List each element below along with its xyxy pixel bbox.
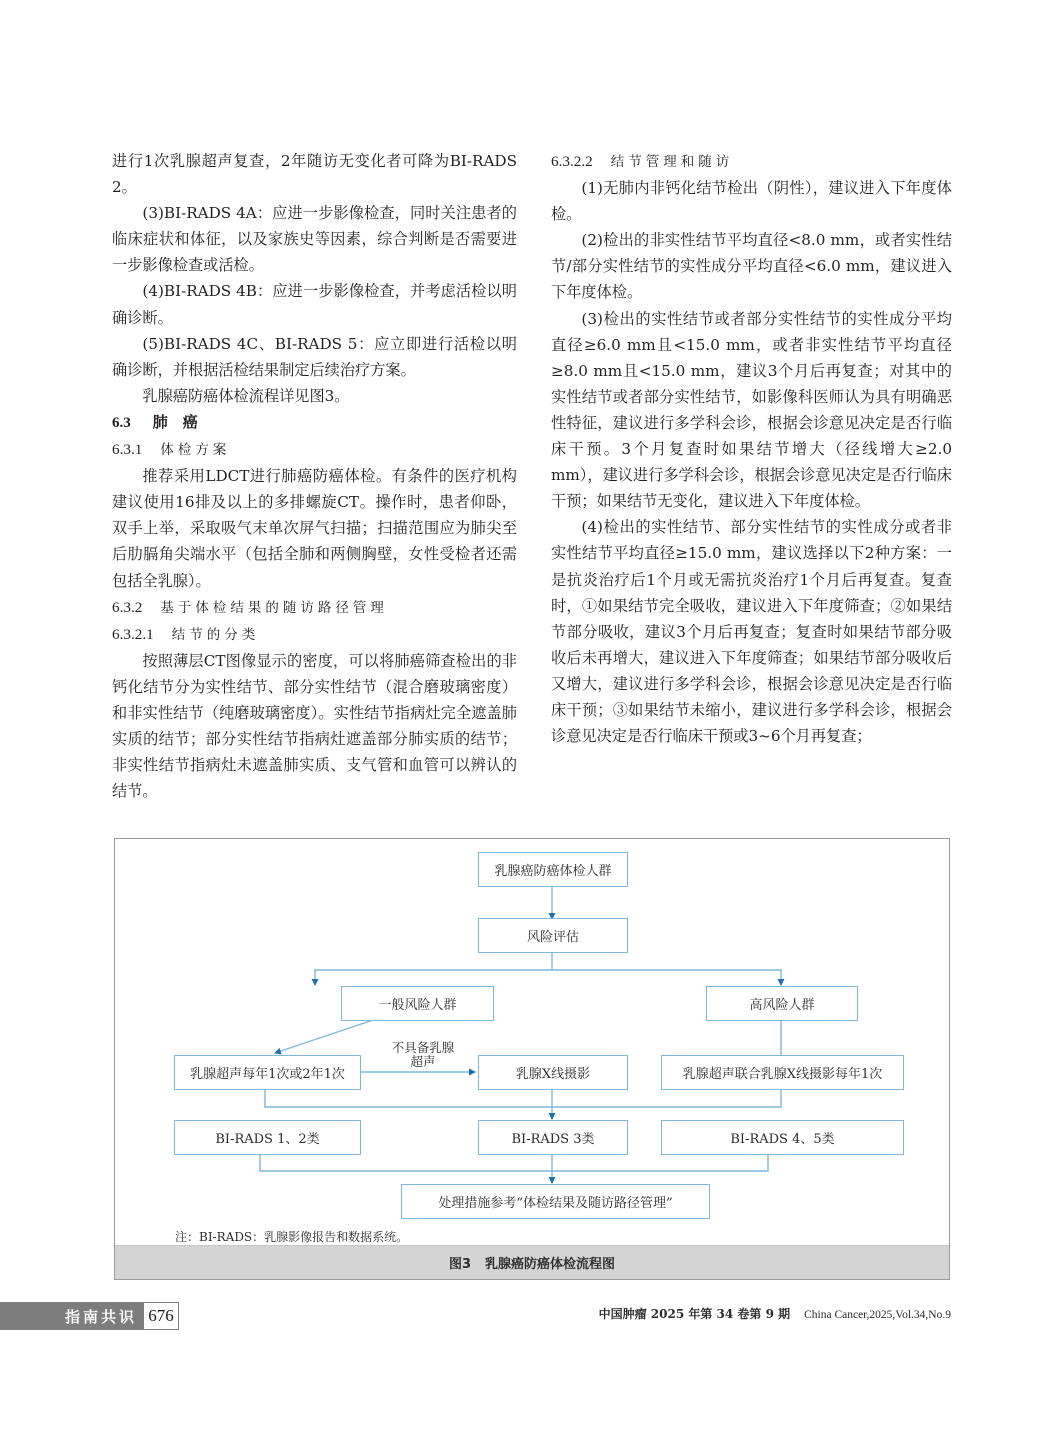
node-general-risk: 一般风险人群 [341,986,494,1021]
node-mammography: 乳腺X线摄影 [478,1055,628,1090]
journal-info-cn: 中国肿瘤 2025 年第 34 卷第 9 期 [598,1307,791,1321]
node-action: 处理措施参考“体检结果及随访路径管理” [401,1184,710,1219]
section-title: 体检方案 [160,442,231,459]
edge-birads-merge [260,1154,768,1171]
edge-label-no-ultrasound [383,1041,463,1069]
footer-section-tab: 指南共识 [0,1302,143,1330]
edge-general-to-ultrasound [275,1020,373,1053]
paragraph-figure-ref: 乳腺癌防癌体检流程详见图3。 [142,386,350,405]
paragraph: 进行1次乳腺超声复查，2年随访无变化者可降为BI-RADS 2。 [112,152,517,197]
figure-3-flowchart [114,838,950,1280]
section-number: 6.3.1 [112,441,143,459]
paragraph-item-3: (3)检出的实性结节或者部分实性结节的实性成分平均直径≥6.0 mm且<15.0 mm，或者非实性结节平均直径≥8.0 mm且<15.0 mm，建议3个月后再复查；对其中的实性结节或者部分实性结节，如影像科医师认为具有明确恶性特征，建议进行多学科会诊，根据会诊意见决定是否行临床干预。3个月复查时如果结节增大（径线增大≥2.0 mm），建议进行多学科会诊，根据会诊意见决定是否行临床干预；如果结节无变化，建议进入下年度体检。 [551,309,952,511]
figure-caption [115,1245,949,1279]
node-high-risk: 高风险人群 [706,986,858,1021]
node-birads-4-5: BI-RADS 4、5类 [661,1120,904,1155]
paragraph-birads-4c-5: (5)BI-RADS 4C、BI-RADS 5：应立即进行活检以明确诊断，并根据活检结果制定后续治疗方案。 [112,334,517,379]
journal-info [599,1305,951,1322]
node-combined-screening: 乳腺超声联合乳腺X线摄影每年1次 [661,1055,904,1090]
right-column [551,148,952,749]
paragraph-birads-4a: (3)BI-RADS 4A：应进一步影像检查，同时关注患者的临床症状和体征，以及家族史等因素，综合判断是否需要进一步影像检查或活检。 [112,204,517,275]
node-birads-1-2: BI-RADS 1、2类 [174,1120,361,1155]
paragraph-item-2: (2)检出的非实性结节平均直径<8.0 mm，或者实性结节/部分实性结节的实性成分平均直径<6.0 mm，建议进入下年度体检。 [551,231,952,302]
edge-risk-to-high [552,970,781,985]
page-number: 676 [143,1302,179,1330]
node-birads-3: BI-RADS 3类 [478,1120,628,1155]
section-heading-6-3-1 [112,436,517,463]
left-column [112,148,517,804]
node-ultrasound: 乳腺超声每年1次或2年1次 [174,1055,361,1090]
figure-title: 乳腺癌防癌体检流程图 [485,1257,616,1272]
paragraph-ldct: 推荐采用LDCT进行肺癌防癌体检。有条件的医疗机构建议使用16排及以上的多排螺旋CT。操作时，患者仰卧，双手上举，采取吸气末单次屏气扫描；扫描范围应为肺尖至后肋膈角尖端水平（包括全肺和两侧胸壁，女性受检者还需包括全乳腺）。 [112,467,517,590]
paragraph-item-1: (1)无肺内非钙化结节检出（阴性），建议进入下年度体检。 [551,179,952,224]
node-population: 乳腺癌防癌体检人群 [478,852,628,887]
section-title: 结节管理和随访 [610,154,734,170]
section-heading-6-3-2-1 [112,621,517,648]
edge-ultrasound-merge [265,1090,781,1107]
journal-info-en: China Cancer,2025,Vol.34,No.9 [804,1309,951,1321]
section-title: 结节的分类 [171,626,260,643]
figure-note: 注：BI-RADS：乳腺影像报告和数据系统。 [175,1230,409,1244]
section-heading-6-3-2 [112,594,517,621]
section-number: 6.3 [112,414,131,431]
paragraph-birads-4b: (4)BI-RADS 4B：应进一步影像检查，并考虑活检以明确诊断。 [112,282,517,327]
edge-label-line: 超声 [410,1054,436,1069]
section-number: 6.3.2 [112,598,143,616]
section-heading-6-3-2-2 [551,148,952,175]
paragraph-item-4: (4)检出的实性结节、部分实性结节的实性成分或者非实性结节平均直径≥15.0 mm，建议选择以下2种方案：一是抗炎治疗后1个月或无需抗炎治疗1个月后再复查。复查时，①如果结节完全吸收，建议进入下年度筛查；②如果结节部分吸收，建议3个月后再复查；复查时如果结节部分吸收后未再增大，建议进入下年度筛查；如果结节部分吸收后又增大，建议进行多学科会诊，根据会诊意见决定是否行临床干预；③如果结节未缩小，建议进行多学科会诊，根据会诊意见决定是否行临床干预或3~6个月再复查； [551,518,952,746]
section-title: 基于体检结果的随访路径管理 [160,599,388,616]
edge-label-line: 不具备乳腺 [391,1040,455,1055]
section-number: 6.3.2.1 [112,625,154,643]
section-number: 6.3.2.2 [551,153,593,170]
edge-risk-to-general [315,970,552,985]
node-risk-assessment: 风险评估 [478,918,628,953]
figure-number: 图3 [448,1257,472,1272]
paragraph-nodule-classification: 按照薄层CT图像显示的密度，可以将肺癌筛查检出的非钙化结节分为实性结节、部分实性结节（混合磨玻璃密度）和非实性结节（纯磨玻璃密度）。实性结节指病灶完全遮盖肺实质的结节；部分实性结节指病灶遮盖部分肺实质的结节；非实性结节指病灶未遮盖肺实质、支气管和血管可以辨认的结节。 [112,651,517,801]
section-title: 肺 癌 [152,412,198,431]
section-heading-6-3 [112,409,517,436]
